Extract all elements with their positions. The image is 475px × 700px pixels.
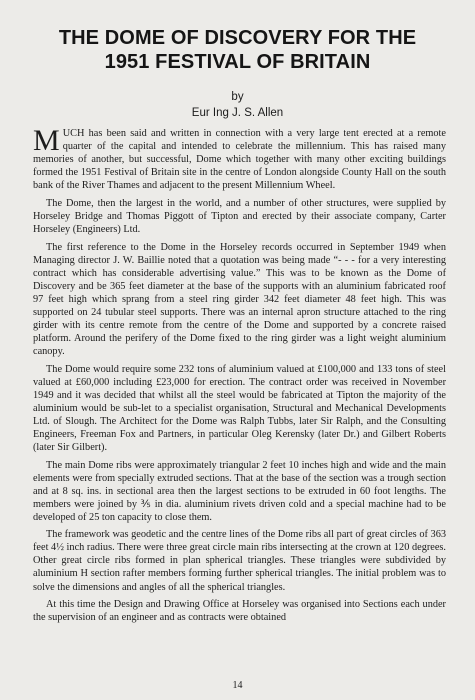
- author-name: Eur Ing J. S. Allen: [191, 107, 284, 119]
- paragraph-2: The Dome, then the largest in the world, and a number of other structures, were supplied by Horseley Bridge and Thomas Piggott of Tipton and erected by their associate company, Carter Horseley (Engineers) Ltd.: [33, 197, 446, 235]
- paragraph-7: At this time the Design and Drawing Office at Horseley was organised into Sections each under the supervision of an engineer and as contracts were obtained: [33, 599, 446, 624]
- paragraph-4: The Dome would require some 232 tons of aluminium valued at £100,000 and 133 tons of steel valued at £60,000 including £23,000 for erection. The contract order was received in November 1949 and it was decided that whilst all the steel would be fabricated at Tipton the majority of the aluminium would be sub-let to a specialist organisation, Structural and Mechanical Developments Ltd. of Slough. The Architect for the Dome was Ralph Tubbs, later Sir Ralph, and the Consulting Engineers, Freeman Fox and Partners, in particular Oleg Kerensky (later Dr.) and Gilbert Roberts (later Sir Gilbert).: [33, 363, 446, 453]
- paragraph-5: The main Dome ribs were approximately triangular 2 feet 10 inches high and wide and the main elements were from specially extruded sections. That at the base of the section was a trough section and at 8 sq. ins. in sectional area then the largest sections to be extruded in 60 foot lengths. The members were joined by ⅗ in dia. aluminium rivets driven cold and a special machine had to be developed of 25 ton capacity to close them.: [33, 459, 446, 523]
- article-body: [33, 124, 446, 629]
- article-title: [20, 26, 455, 74]
- paragraph-1-text: UCH has been said and written in connection with a very large tent erected at a remote quarter of the capital and intended to celebrate the millennium. This has raised many memories of another, but successful, Dome which together with many other exciting buildings formed the 1951 Festival of Britain site in the centre of London alongside County Hall on the south bank of the River Thames and adjacent to the present Millennium Wheel.: [33, 128, 446, 192]
- paragraph-1: [33, 124, 446, 192]
- paragraph-6: The framework was geodetic and the centre lines of the Dome ribs all part of great circles of 363 feet 4½ inch radius. There were three great circle main ribs intersecting at the crown at 120 degrees. Other great circle ribs formed in plan spherical triangles. These triangles were subdivided by aluminium H section rafter members forming further spherical triangles. The initial problem was to solve the dimensions and angles of all the spherical triangles.: [33, 529, 446, 593]
- paragraph-3: The first reference to the Dome in the Horseley records occurred in September 1949 when Managing director J. W. Baillie noted that a quotation was being made “- - - for a very interesting contract which has considerable advertising value.” This was to be known as the Dome of Discovery and be 365 feet diameter at the base of the supports with an aluminium fabricated roof 97 feet high which sprang from a steel ring girder 342 feet diameter 48 feet high. This was supported on 24 tubular steel supports. There was an internal apron structure attached to the ring girder with its centre remote from the centre of the Dome and supported by a concrete raised platform. Around the perifery of the Dome fixed to the ring girder was a light weight aluminium canopy.: [33, 241, 446, 357]
- drop-cap: M: [33, 124, 60, 157]
- title-line-1: THE DOME OF DISCOVERY FOR THE: [58, 27, 417, 49]
- title-line-2: 1951 FESTIVAL OF BRITAIN: [104, 51, 371, 73]
- page-number: 14: [232, 680, 243, 691]
- byline-by: by: [231, 91, 244, 103]
